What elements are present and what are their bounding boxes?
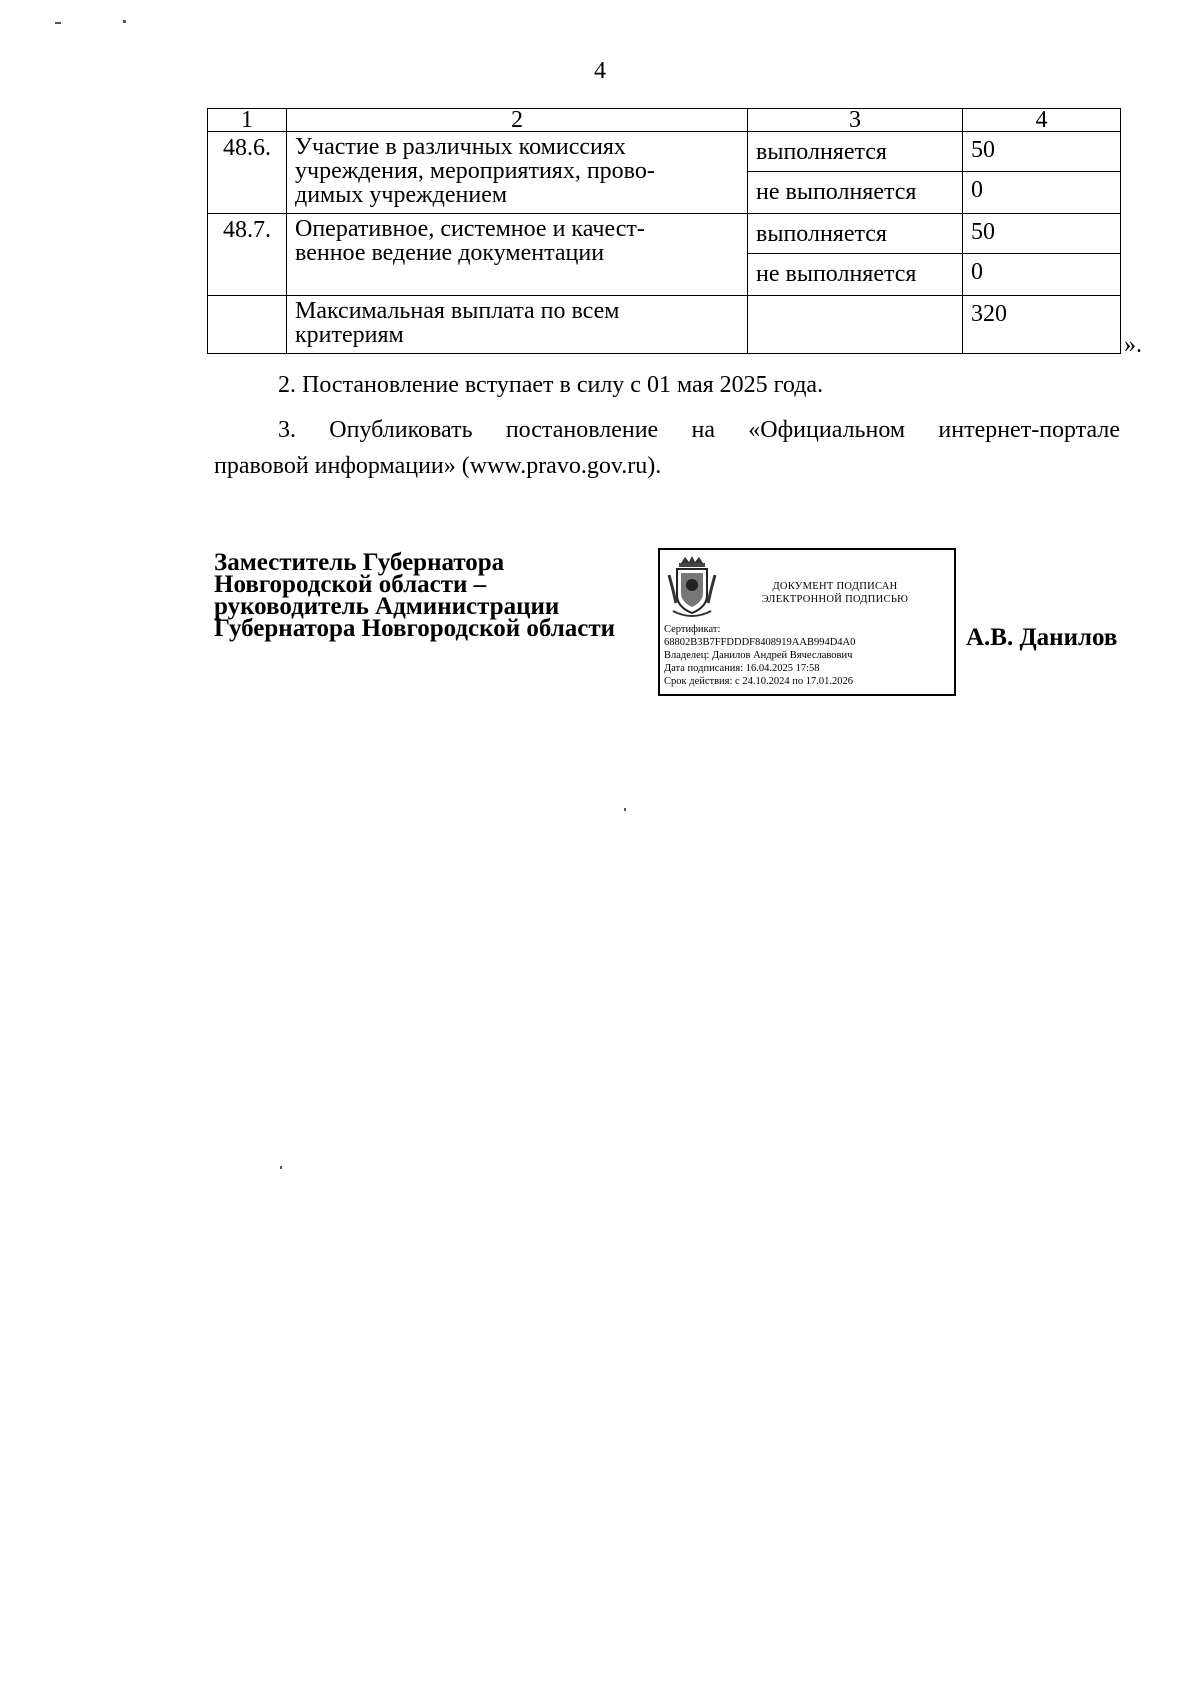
description-line: димых учреждением — [295, 182, 508, 208]
description-line: Участие в различных комиссиях — [295, 134, 626, 160]
table-total-row — [208, 296, 1121, 354]
stamp-heading — [720, 580, 950, 606]
description-line: учреждения, мероприятиях, прово- — [295, 158, 655, 184]
status-met: выполняется — [748, 214, 963, 254]
points-met: 50 — [963, 132, 1121, 172]
header-cell: 1 — [208, 109, 287, 132]
coat-of-arms-icon — [667, 555, 717, 621]
signer-title-line: Заместитель Губернатора — [214, 549, 505, 576]
points-met: 50 — [963, 214, 1121, 254]
header-cell: 2 — [287, 109, 748, 132]
closing-quote: ». — [1124, 332, 1142, 358]
stamp-cert-number: 68802B3B7FFDDDF8408919AAB994D4A0 — [664, 637, 856, 648]
signer-name: А.В. Данилов — [966, 624, 1118, 651]
criterion-description — [287, 214, 748, 296]
scan-speck — [123, 20, 126, 23]
table-header-row — [208, 109, 1121, 132]
signer-title-line: Новгородской области – — [214, 571, 487, 598]
electronic-signature-stamp — [658, 548, 956, 696]
paragraph-2: 2. Постановление вступает в силу с 01 мая 2025 года. — [278, 372, 824, 398]
total-points: 320 — [963, 296, 1121, 354]
criteria-table — [207, 108, 1121, 354]
stamp-heading-line: ЭЛЕКТРОННОЙ ПОДПИСЬЮ — [761, 594, 909, 605]
criterion-description — [287, 132, 748, 214]
stamp-heading-line: ДОКУМЕНТ ПОДПИСАН — [772, 581, 898, 592]
status-not-met: не выполняется — [748, 254, 963, 296]
scan-speck — [624, 808, 626, 811]
description-line: критериям — [295, 322, 404, 348]
stamp-validity: Срок действия: с 24.10.2024 по 17.01.2026 — [664, 676, 853, 687]
points-not-met: 0 — [963, 172, 1121, 214]
stamp-details — [664, 624, 954, 689]
header-cell: 4 — [963, 109, 1121, 132]
criterion-number: 48.6. — [208, 132, 287, 214]
stamp-owner: Владелец: Данилов Андрей Вячеславович — [664, 650, 853, 661]
criterion-number: 48.7. — [208, 214, 287, 296]
signer-title-line: руководитель Администрации — [214, 593, 560, 620]
paragraph-3-line-2: правовой информации» (www.pravo.gov.ru). — [214, 453, 662, 479]
description-line: Оперативное, системное и качест- — [295, 216, 645, 242]
paragraph-3-line-1: 3. Опубликовать постановление на «Официальном интернет-портале — [278, 417, 1120, 443]
description-line: Максимальная выплата по всем — [295, 298, 620, 324]
page-number: 4 — [594, 58, 606, 84]
empty-cell — [208, 296, 287, 354]
total-description — [287, 296, 748, 354]
signer-title — [214, 549, 654, 642]
signer-title-line: Губернатора Новгородской области — [214, 615, 616, 642]
stamp-signed-date: Дата подписания: 16.04.2025 17:58 — [664, 663, 820, 674]
scan-speck — [280, 1166, 282, 1169]
status-not-met: не выполняется — [748, 172, 963, 214]
status-met: выполняется — [748, 132, 963, 172]
stamp-cert-label: Сертификат: — [664, 624, 721, 635]
points-not-met: 0 — [963, 254, 1121, 296]
description-line: венное ведение документации — [295, 240, 605, 266]
table-row — [208, 214, 1121, 254]
scan-speck — [55, 22, 61, 24]
table-row — [208, 132, 1121, 172]
empty-cell — [748, 296, 963, 354]
header-cell: 3 — [748, 109, 963, 132]
